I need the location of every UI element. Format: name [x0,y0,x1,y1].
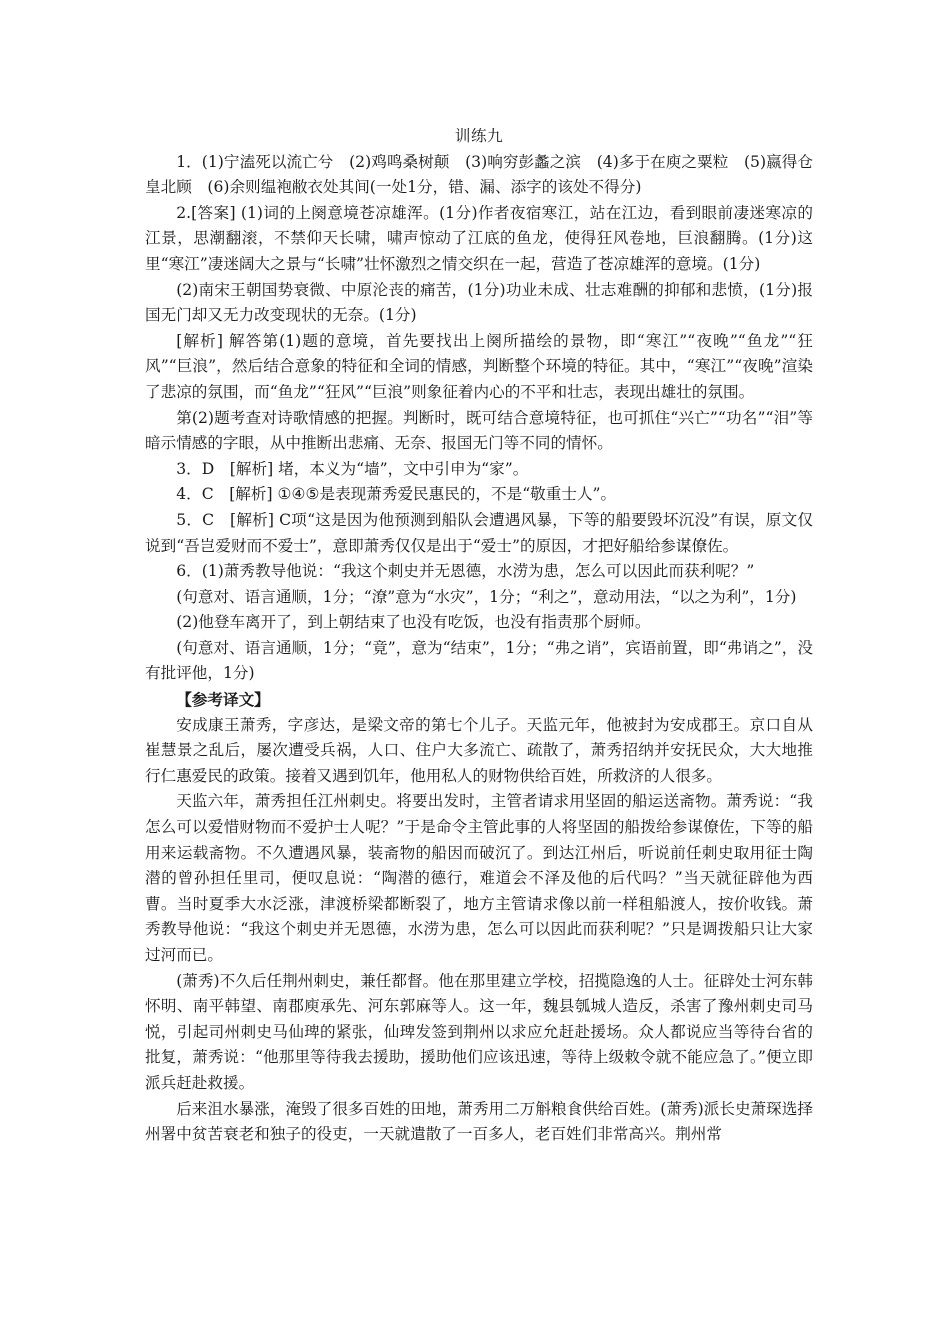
answer-2-part-2: (2)南宋王朝国势衰微、中原沦丧的痛苦，(1分)功业未成、壮志难酬的抑郁和悲愤，(1分)报国无门却又无力改变现状的无奈。(1分) [145,280,813,325]
document-page [145,124,813,1148]
answer-6-1: 6．(1)萧秀教导他说：“我这个刺史并无恩德，水涝为患，怎么可以因此而获利呢？” [176,562,755,581]
scoring-6-2: (句意对、语言通顺，1分；“竟”，意为“结束”，1分；“弗之诮”，宾语前置，即“弗诮之”，没有批评他，1分) [145,638,813,683]
translation-paragraph-3: (萧秀)不久后任荆州刺史，兼任都督。他在那里建立学校，招揽隐逸的人士。征辟处士河东韩怀明、南平韩望、南郡庾承先、河东郭麻等人。这一年，魏县瓠城人造反，杀害了豫州刺史司马悦，引起司州刺史马仙琕的紧张，仙琕发签到荆州以求应允赶赴援场。众人都说应当等待台省的批复，萧秀说：“他那里等待我去援助，援助他们应该迅速，等待上级敕令就不能应急了。”便立即派兵赶赴救援。 [145,971,813,1092]
answer-3: 3．D [解析] 堵，本义为“墙”，文中引申为“家”。 [176,459,529,478]
scoring-6-1: (句意对、语言通顺，1分；“潦”意为“水灾”，1分；“利之”，意动用法，“以之为利”，1分) [176,587,797,606]
page-title: 训练九 [454,127,504,145]
answer-5: 5．C [解析] C项“这是因为他预测到船队会遭遇风暴，下等的船要毁坏沉没”有误，原文仅说到“吾岂爱财而不爱士”，意即萧秀仅仅是出于“爱士”的原因，才把好船给参谋僚佐。 [145,510,813,555]
answer-1: 1．(1)宁溘死以流亡兮 (2)鸡鸣桑树颠 (3)响穷彭蠡之滨 (4)多于在庾之粟粒 (5)嬴得仓皇北顾 (6)余则缊袍敝衣处其间(一处1分，错、漏、添字的该处不得分) [145,152,813,197]
translation-paragraph-2: 天监六年，萧秀担任江州刺史。将要出发时，主管者请求用坚固的船运送斋物。萧秀说：“我怎么可以爱惜财物而不爱护士人呢？”于是命令主管此事的人将坚固的船拨给参谋僚佐，下等的船用来运载斋物。不久遭遇风暴，装斋物的船因而破沉了。到达江州后，听说前任刺史取用征士陶潜的曾孙担任里司，便叹息说：“陶潜的德行，难道会不泽及他的后代吗？”当天就征辟他为西曹。当时夏季大水泛涨，津渡桥梁都断裂了，地方主管请求像以前一样租船渡人，按价收钱。萧秀教导他说：“我这个刺史并无恩德，水涝为患，怎么可以因此而获利呢？”只是调拨船只让大家过河而已。 [145,792,813,964]
analysis-2-2: 第(2)题考查对诗歌情感的把握。判断时，既可结合意境特征，也可抓住“兴亡”“功名”“泪”等暗示情感的字眼，从中推断出悲痛、无奈、报国无门等不同的情怀。 [145,408,813,453]
analysis-2-1: [解析] 解答第(1)题的意境，首先要找出上阕所描绘的景物，即“寒江”“夜晚”“鱼龙”“狂风”“巨浪”，然后结合意象的特征和全词的情感，判断整个环境的特征。其中，“寒江”“夜晚”渲染了悲凉的氛围，而“鱼龙”“狂风”“巨浪”则象征着内心的不平和壮志，表现出雄壮的氛围。 [145,331,813,401]
translation-paragraph-4: 后来沮水暴涨，淹毁了很多百姓的田地，萧秀用二万斛粮食供给百姓。(萧秀)派长史萧琛选择州署中贫苦衰老和独子的役吏，一天就遣散了一百多人，老百姓们非常高兴。荆州常 [145,1099,813,1144]
translation-paragraph-1: 安成康王萧秀，字彦达，是梁文帝的第七个儿子。天监元年，他被封为安成郡王。京口自从崔慧景之乱后，屡次遭受兵祸，人口、住户大多流亡、疏散了，萧秀招纳并安抚民众，大大地推行仁惠爱民的政策。接着又遇到饥年，他用私人的财物供给百姓，所救济的人很多。 [145,715,813,785]
reference-translation-heading: 【参考译文】 [176,690,270,710]
answer-4: 4．C [解析] ①④⑤是表现萧秀爱民惠民的，不是“敬重士人”。 [176,485,617,504]
answer-2: 2.[答案] (1)词的上阕意境苍凉雄浑。(1分)作者夜宿寒江，站在江边，看到眼前凄迷寒凉的江景，思潮翻滚，不禁仰天长啸，啸声惊动了江底的鱼龙，使得狂风卷地，巨浪翻腾。(1分)这里“寒江”凄迷阔大之景与“长啸”壮怀激烈之情交织在一起，营造了苍凉雄浑的意境。(1分) [145,203,813,273]
answer-6-2: (2)他登车离开了，到上朝结束了也没有吃饭，也没有指责那个厨师。 [176,613,651,632]
